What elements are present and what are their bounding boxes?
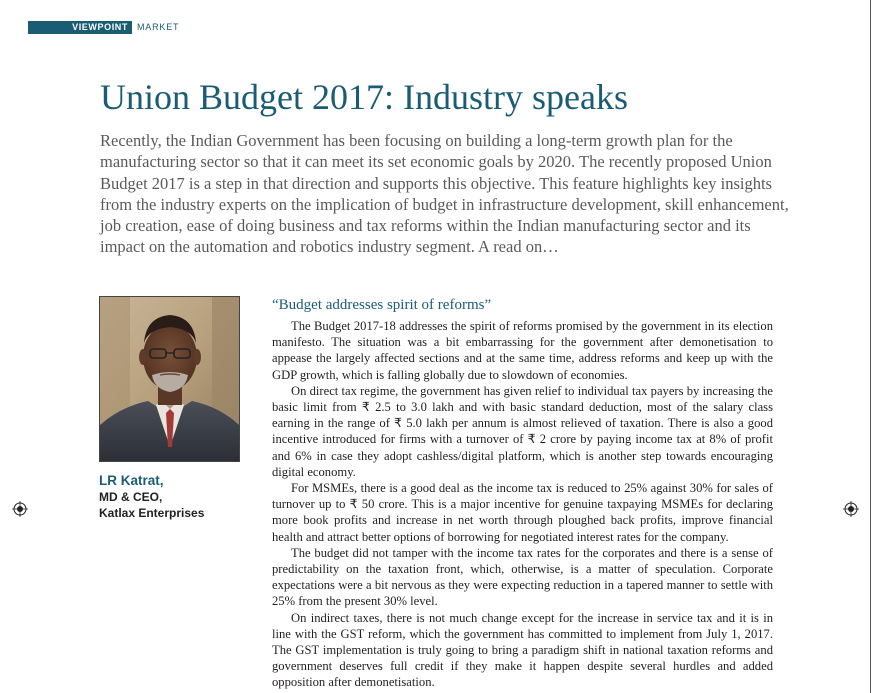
body-paragraph: On direct tax regime, the government has given relief to individual tax payers by increasing the basic limit from ₹ 2.5 to 3.0 lakh and with basic standard deduction, most of the salary class earning in the range of ₹ 5.0 lakh per annum is almost relieved of taxation. There is also a good incentive introduced for firms with a turnover of ₹ 2 crore by paying income tax at 8% of profit and 6% in case they adopt cashless/digital platform, which is another step towards encouraging digital economy. xyxy=(272,383,773,479)
portrait-photo xyxy=(99,296,240,462)
portrait-illustration xyxy=(100,297,239,461)
article-title: Union Budget 2017: Industry speaks xyxy=(100,77,628,117)
registration-mark-left-icon xyxy=(12,501,28,517)
body-paragraph: On indirect taxes, there is not much change except for the increase in service tax and it is in line with the GST reform, which the government has committed to implement from July 1, 2017. The GST implementation is truly going to bring a paradigm shift in national taxation reforms and government deserves full credit if they make it happen despite several hurdles and added opposition after demonetisation. xyxy=(272,610,773,690)
article-body xyxy=(272,318,773,691)
person-credit xyxy=(99,472,259,521)
section-name: MARKET xyxy=(137,22,180,32)
person-name: LR Katrat, xyxy=(99,473,164,488)
body-paragraph: The Budget 2017-18 addresses the spirit of reforms promised by the government in its election manifesto. The situation was a bit embarrassing for the government after demonetisation to appease the largely affected sections and at the same time, address reforms and keep up with the GDP growth, which is falling globally due to slowdown of economies. xyxy=(272,319,773,382)
body-paragraph: For MSMEs, there is a good deal as the income tax is reduced to 25% against 30% for sales of turnover up to ₹ 50 crore. This is a major incentive for genuine taxpaying MSMEs for declaring more book profits and increase in net worth through ploughed back profits, improve financial health and attract better options of borrowing for negotiated interest rates for the company. xyxy=(272,481,773,544)
quote-heading: “Budget addresses spirit of reforms” xyxy=(272,297,492,313)
person-company: Katlax Enterprises xyxy=(99,506,205,520)
person-role: MD & CEO, xyxy=(99,490,163,504)
article-intro: Recently, the Indian Government has been focusing on building a long-term growth plan for the manufacturing sector so that it can meet its set economic goals by 2020. The recently proposed Union Budget 2017 is a step in that direction and supports this objective. This feature highlights key insights from the industry experts on the implication of budget in infrastructure development, skill enhancement, job creation, ease of doing business and tax reforms within the Indian manufacturing sector and its impact on the automation and robotics industry segment. A read on… xyxy=(100,131,789,257)
body-paragraph: The budget did not tamper with the income tax rates for the corporates and there is a sense of predictability on the taxation front, which, otherwise, is a matter of speculation. Corporate expectations were a bit nervous as they were expecting reduction in a tapered manner to settle with 25% from the present 30% level. xyxy=(272,545,773,609)
section-tag: VIEWPOINT xyxy=(28,21,132,34)
page-edge xyxy=(870,0,871,693)
registration-mark-right-icon xyxy=(843,501,859,517)
